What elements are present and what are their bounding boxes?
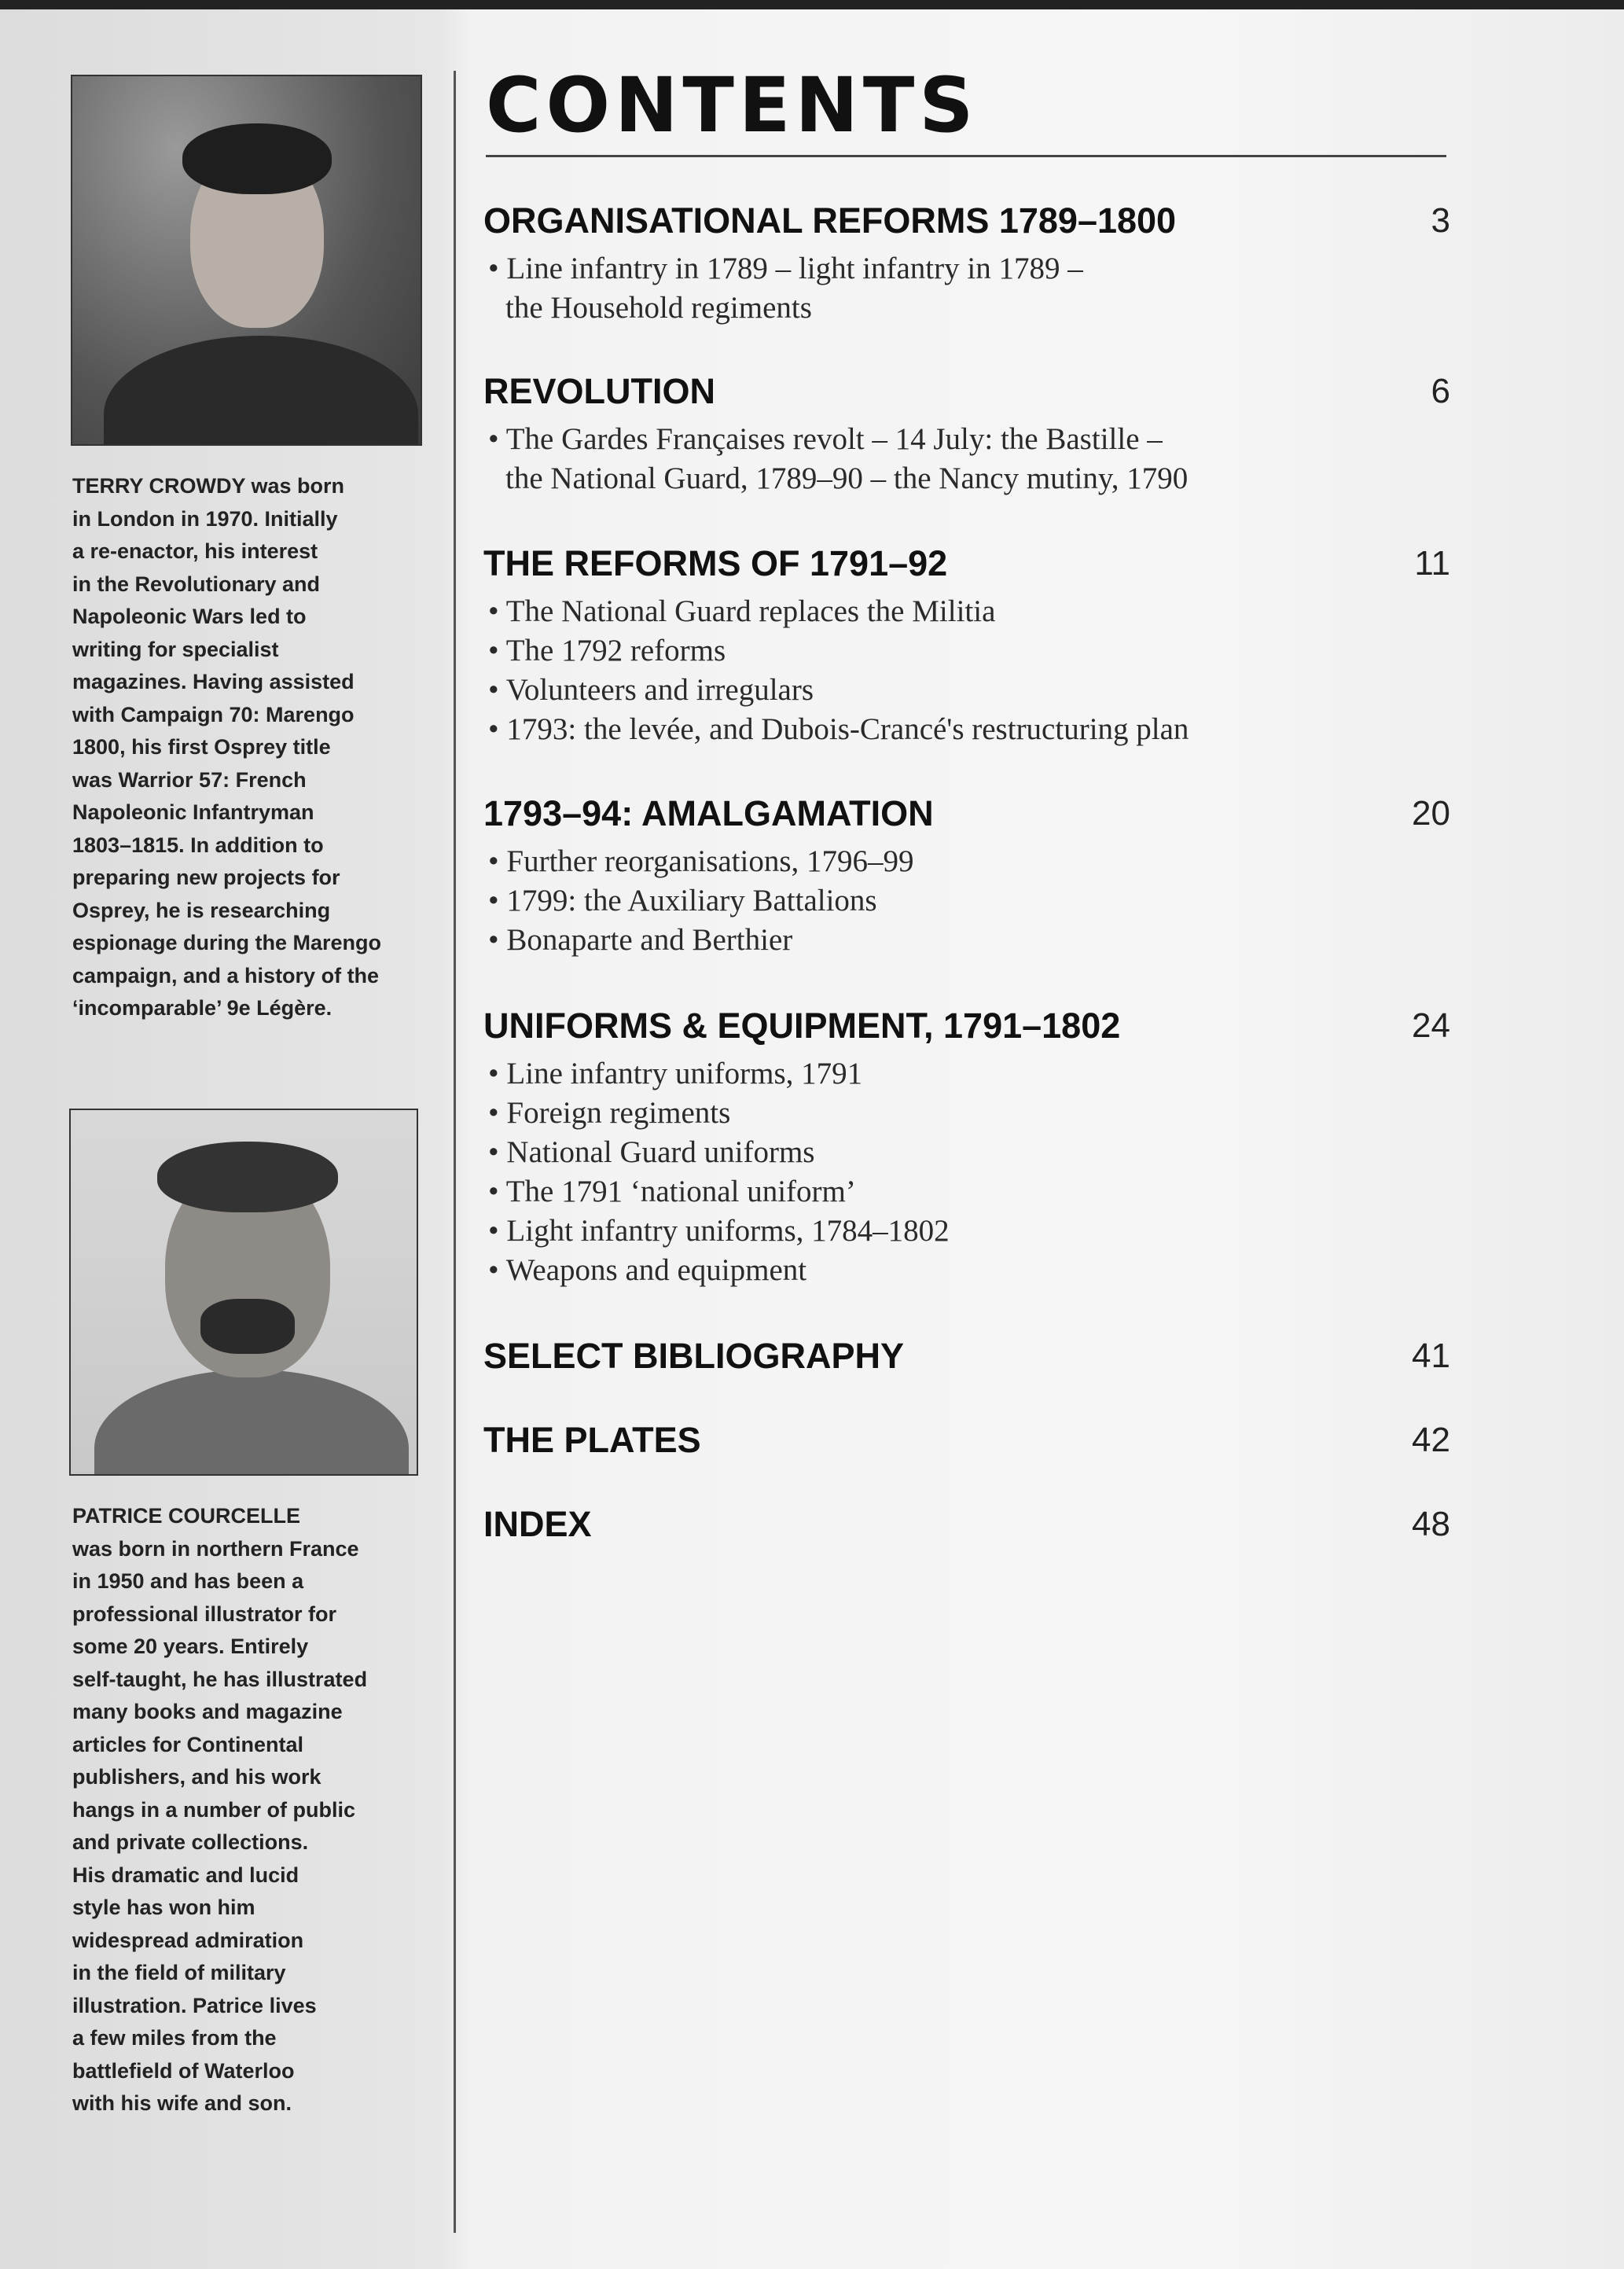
illustrator-photo-patrice-courcelle: [69, 1109, 418, 1476]
subtopic-list: [483, 842, 1450, 960]
subtopic-item: • Foreign regiments: [483, 1094, 1450, 1133]
subtopic-item: • National Guard uniforms: [483, 1133, 1450, 1172]
page-number: 6: [1431, 372, 1450, 410]
subtopic-item: • Line infantry uniforms, 1791: [483, 1054, 1450, 1094]
section-title[interactable]: 1793–94: AMALGAMATION: [483, 793, 934, 833]
subtopic-item: • The 1791 ‘national uniform’: [483, 1172, 1450, 1212]
subtopic-item: • Further reorganisations, 1796–99: [483, 842, 1450, 881]
section-title[interactable]: UNIFORMS & EQUIPMENT, 1791–1802: [483, 1006, 1121, 1046]
toc-heading[interactable]: [483, 1334, 1450, 1378]
subtopic-item: • The 1792 reforms: [483, 631, 1450, 671]
toc-section: [483, 1334, 1450, 1378]
page-number: 42: [1412, 1421, 1450, 1459]
toc-section: [483, 370, 1450, 498]
page-title: CONTENTS: [486, 61, 979, 149]
subtopic-item: • 1799: the Auxiliary Battalions: [483, 881, 1450, 921]
toc-heading[interactable]: [483, 1502, 1450, 1546]
subtopic-list: [483, 592, 1450, 749]
subtopic-item: • Bonaparte and Berthier: [483, 921, 1450, 960]
subtopic-item: • Light infantry uniforms, 1784–1802: [483, 1212, 1450, 1251]
page-number: 41: [1412, 1337, 1450, 1375]
illustrator-bio-patrice-courcelle: PATRICE COURCELLE was born in northern France in 1950 and has been a professional illustrator for some 20 years. Entirely self-taught, he has illustrated many books and magazine articles for Continental publishers, and his work hangs in a number of public and private collections. His dramatic and lucid style has won him widespread admiration in the field of military illustration. Patrice lives a few miles from the battlefield of Waterloo with his wife and son.: [72, 1504, 368, 2115]
author-bio-terry-crowdy: TERRY CROWDY was born in London in 1970. Initially a re-enactor, his interest in the Revolutionary and Napoleonic Wars led to writing for specialist magazines. Having assisted with Campaign 70: Marengo 1800, his first Osprey title was Warrior 57: French Napoleonic Infantryman 1803–1815. In addition to preparing new projects for Osprey, he is researching espionage during the Marengo campaign, and a history of the ‘incomparable’ 9e Légère.: [72, 474, 382, 1020]
section-title[interactable]: SELECT BIBLIOGRAPHY: [483, 1336, 905, 1376]
section-title[interactable]: THE PLATES: [483, 1420, 701, 1460]
toc-heading[interactable]: [483, 542, 1450, 586]
toc-heading[interactable]: [483, 1004, 1450, 1048]
photo-figure: [104, 336, 418, 446]
page-number: 11: [1414, 544, 1450, 583]
toc-section: [483, 1004, 1450, 1290]
photo-beard: [200, 1299, 295, 1354]
photo-figure: [94, 1370, 409, 1476]
page-number: 20: [1412, 794, 1450, 833]
author-photo-terry-crowdy: [71, 75, 422, 446]
section-title[interactable]: REVOLUTION: [483, 371, 716, 411]
title-rule: [486, 155, 1446, 157]
subtopic-list: [483, 249, 1450, 328]
toc-heading[interactable]: [483, 792, 1450, 836]
subtopic-item: • 1793: the levée, and Dubois-Crancé's restructuring plan: [483, 710, 1450, 749]
subtopic-item: • The National Guard replaces the Militia: [483, 592, 1450, 631]
toc-section: [483, 199, 1450, 328]
toc-section: [483, 1502, 1450, 1546]
section-title[interactable]: ORGANISATIONAL REFORMS 1789–1800: [483, 200, 1177, 241]
subtopic-item: • Weapons and equipment: [483, 1251, 1450, 1290]
column-divider: [454, 71, 456, 2233]
subtopic-item: • The Gardes Françaises revolt – 14 July: the Bastille – the National Guard, 1789–90 – the Nancy mutiny, 1790: [483, 420, 1450, 498]
photo-hair: [182, 123, 332, 194]
toc-heading[interactable]: [483, 370, 1450, 414]
section-title[interactable]: THE REFORMS OF 1791–92: [483, 543, 948, 583]
subtopic-list: [483, 1054, 1450, 1290]
subtopic-list: [483, 420, 1450, 498]
page-number: 3: [1431, 201, 1450, 240]
page-edge: [0, 0, 1624, 9]
page-number: 24: [1412, 1006, 1450, 1045]
toc-heading[interactable]: [483, 1418, 1450, 1462]
toc-section: [483, 792, 1450, 960]
photo-hair: [157, 1142, 338, 1212]
subtopic-item: • Volunteers and irregulars: [483, 671, 1450, 710]
toc-heading[interactable]: [483, 199, 1450, 243]
page-number: 48: [1412, 1505, 1450, 1543]
subtopic-item: • Line infantry in 1789 – light infantry in 1789 – the Household regiments: [483, 249, 1450, 328]
section-title[interactable]: INDEX: [483, 1504, 592, 1544]
toc-section: [483, 1418, 1450, 1462]
toc-section: [483, 542, 1450, 749]
